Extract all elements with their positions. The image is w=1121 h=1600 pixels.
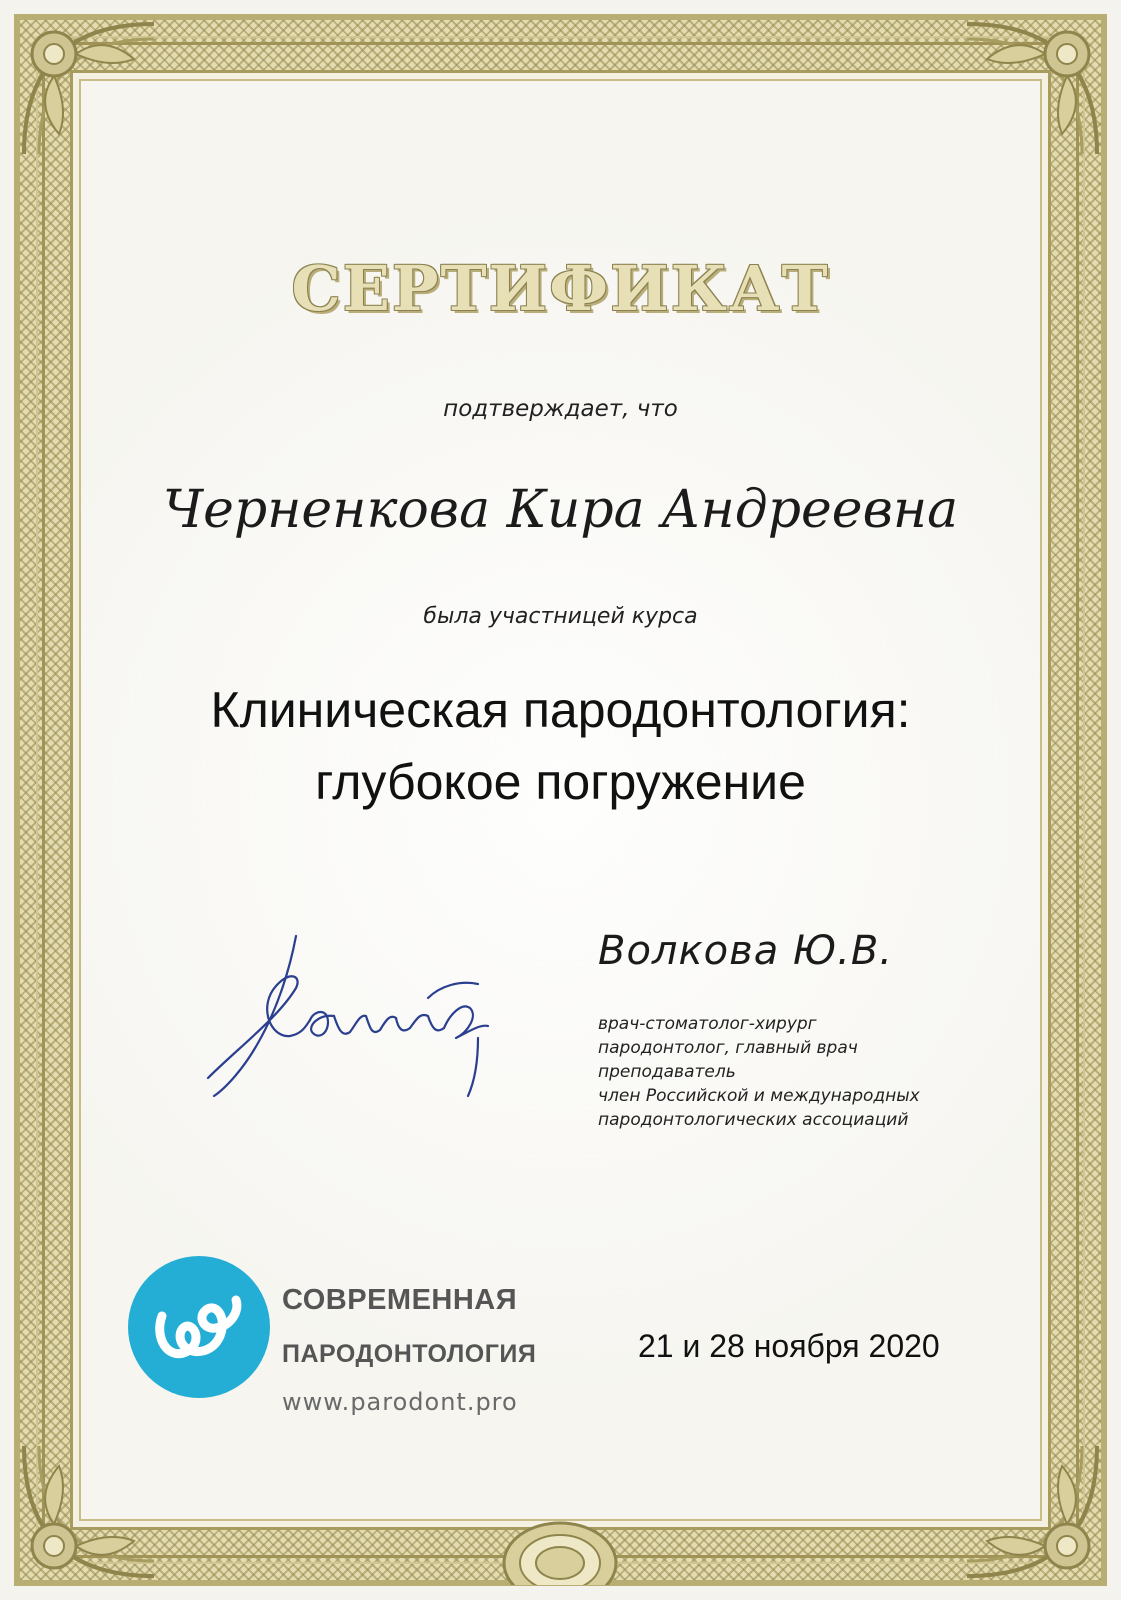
signer-role: преподаватель xyxy=(598,1062,736,1082)
participation-text: была участницей курса xyxy=(423,604,698,629)
signer-role: член Российской и международных xyxy=(598,1086,920,1106)
corner-ornament-icon xyxy=(14,1436,164,1586)
organization-name-line-1: СОВРЕМЕННАЯ xyxy=(282,1284,518,1316)
signer-role: врач-стоматолог-хирург xyxy=(598,1014,817,1034)
event-date: 21 и 28 ноября 2020 xyxy=(638,1328,940,1364)
course-title-line-2: глубокое погружение xyxy=(315,754,806,810)
signer-role: пародонтолог, главный врач xyxy=(598,1038,858,1058)
signature-image xyxy=(178,928,508,1108)
confirms-text: подтверждает, что xyxy=(443,396,678,422)
organization-logo-icon xyxy=(128,1256,270,1398)
organization-name-line-2: ПАРОДОНТОЛОГИЯ xyxy=(282,1340,537,1368)
corner-ornament-icon xyxy=(14,14,164,164)
organization-website: www.parodont.pro xyxy=(282,1388,518,1416)
signer-name: Волкова Ю.В. xyxy=(598,928,893,974)
recipient-name: Черненкова Кира Андреевна xyxy=(162,480,959,540)
medallion-ornament-icon xyxy=(500,1515,621,1585)
signer-role: пародонтологических ассоциаций xyxy=(598,1110,909,1130)
corner-ornament-icon xyxy=(957,14,1107,164)
signer-roles xyxy=(598,1012,1018,1132)
course-title-line-1: Клиническая пародонтология: xyxy=(210,682,911,738)
course-title xyxy=(0,674,1121,818)
corner-ornament-icon xyxy=(957,1436,1107,1586)
certificate-title: СЕРТИФИКАТ xyxy=(291,252,830,325)
